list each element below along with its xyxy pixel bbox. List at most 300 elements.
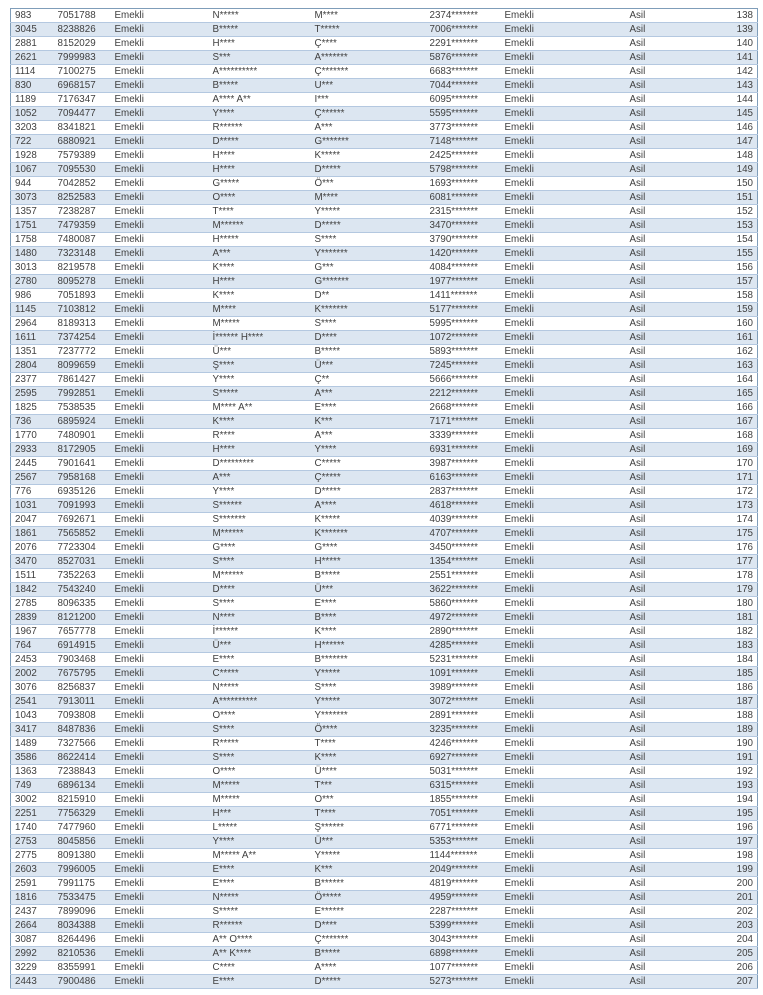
cell-status: Emekli bbox=[111, 37, 209, 51]
cell-masked-id-number: 3622******* bbox=[426, 583, 501, 597]
table-row bbox=[11, 947, 758, 961]
retiree-list-table bbox=[10, 8, 758, 989]
cell-status-repeat: Emekli bbox=[501, 51, 626, 65]
cell-membership-type: Asil bbox=[626, 149, 701, 163]
cell-masked-first-name: C**** bbox=[209, 961, 311, 975]
cell-seq-id: 1758 bbox=[11, 233, 54, 247]
cell-masked-last-name: A**** bbox=[311, 961, 426, 975]
cell-masked-id-number: 4246******* bbox=[426, 737, 501, 751]
table-row bbox=[11, 737, 758, 751]
cell-membership-type: Asil bbox=[626, 737, 701, 751]
cell-masked-last-name: Y***** bbox=[311, 667, 426, 681]
cell-status: Emekli bbox=[111, 443, 209, 457]
cell-seq-id: 1842 bbox=[11, 583, 54, 597]
cell-masked-first-name: A** O**** bbox=[209, 933, 311, 947]
cell-seq-id: 1114 bbox=[11, 65, 54, 79]
cell-membership-type: Asil bbox=[626, 275, 701, 289]
cell-masked-first-name: S**** bbox=[209, 723, 311, 737]
cell-masked-id-number: 7006******* bbox=[426, 23, 501, 37]
cell-status: Emekli bbox=[111, 947, 209, 961]
cell-membership-type: Asil bbox=[626, 849, 701, 863]
cell-status: Emekli bbox=[111, 723, 209, 737]
table-row bbox=[11, 359, 758, 373]
cell-status-repeat: Emekli bbox=[501, 919, 626, 933]
table-row bbox=[11, 975, 758, 989]
cell-masked-first-name: E**** bbox=[209, 877, 311, 891]
table-row bbox=[11, 485, 758, 499]
cell-masked-id-number: 6898******* bbox=[426, 947, 501, 961]
cell-status: Emekli bbox=[111, 569, 209, 583]
cell-registration-number: 7374254 bbox=[54, 331, 111, 345]
cell-masked-last-name: H****** bbox=[311, 639, 426, 653]
cell-status: Emekli bbox=[111, 961, 209, 975]
cell-masked-id-number: 1077******* bbox=[426, 961, 501, 975]
cell-row-number: 166 bbox=[701, 401, 758, 415]
cell-masked-last-name: Ç** bbox=[311, 373, 426, 387]
cell-membership-type: Asil bbox=[626, 653, 701, 667]
cell-membership-type: Asil bbox=[626, 723, 701, 737]
cell-row-number: 168 bbox=[701, 429, 758, 443]
cell-registration-number: 7538535 bbox=[54, 401, 111, 415]
cell-row-number: 192 bbox=[701, 765, 758, 779]
cell-registration-number: 8045856 bbox=[54, 835, 111, 849]
cell-masked-first-name: M****** bbox=[209, 527, 311, 541]
cell-status: Emekli bbox=[111, 457, 209, 471]
cell-status-repeat: Emekli bbox=[501, 835, 626, 849]
cell-masked-first-name: M****** bbox=[209, 219, 311, 233]
cell-status-repeat: Emekli bbox=[501, 751, 626, 765]
cell-masked-id-number: 2291******* bbox=[426, 37, 501, 51]
cell-masked-first-name: N***** bbox=[209, 891, 311, 905]
cell-status: Emekli bbox=[111, 471, 209, 485]
cell-row-number: 194 bbox=[701, 793, 758, 807]
cell-membership-type: Asil bbox=[626, 863, 701, 877]
table-row bbox=[11, 555, 758, 569]
cell-row-number: 199 bbox=[701, 863, 758, 877]
cell-seq-id: 1145 bbox=[11, 303, 54, 317]
cell-membership-type: Asil bbox=[626, 891, 701, 905]
cell-status: Emekli bbox=[111, 765, 209, 779]
table-row bbox=[11, 317, 758, 331]
cell-masked-last-name: D***** bbox=[311, 485, 426, 499]
cell-registration-number: 7692671 bbox=[54, 513, 111, 527]
cell-membership-type: Asil bbox=[626, 961, 701, 975]
cell-masked-last-name: S**** bbox=[311, 317, 426, 331]
cell-masked-first-name: R**** bbox=[209, 429, 311, 443]
cell-seq-id: 2567 bbox=[11, 471, 54, 485]
cell-status: Emekli bbox=[111, 555, 209, 569]
cell-masked-last-name: U*** bbox=[311, 79, 426, 93]
cell-masked-id-number: 6081******* bbox=[426, 191, 501, 205]
cell-masked-id-number: 5353******* bbox=[426, 835, 501, 849]
cell-registration-number: 7103812 bbox=[54, 303, 111, 317]
cell-row-number: 162 bbox=[701, 345, 758, 359]
cell-seq-id: 1357 bbox=[11, 205, 54, 219]
cell-masked-id-number: 5995******* bbox=[426, 317, 501, 331]
cell-status: Emekli bbox=[111, 485, 209, 499]
cell-membership-type: Asil bbox=[626, 191, 701, 205]
cell-row-number: 173 bbox=[701, 499, 758, 513]
cell-registration-number: 7477960 bbox=[54, 821, 111, 835]
cell-masked-first-name: İ****** bbox=[209, 625, 311, 639]
cell-row-number: 164 bbox=[701, 373, 758, 387]
cell-status-repeat: Emekli bbox=[501, 191, 626, 205]
cell-membership-type: Asil bbox=[626, 639, 701, 653]
cell-status-repeat: Emekli bbox=[501, 149, 626, 163]
cell-registration-number: 8238826 bbox=[54, 23, 111, 37]
cell-registration-number: 8527031 bbox=[54, 555, 111, 569]
cell-masked-id-number: 4972******* bbox=[426, 611, 501, 625]
cell-status: Emekli bbox=[111, 499, 209, 513]
cell-masked-first-name: Ü*** bbox=[209, 345, 311, 359]
cell-status-repeat: Emekli bbox=[501, 233, 626, 247]
cell-status-repeat: Emekli bbox=[501, 163, 626, 177]
cell-masked-last-name: A**** bbox=[311, 499, 426, 513]
cell-membership-type: Asil bbox=[626, 471, 701, 485]
cell-status: Emekli bbox=[111, 163, 209, 177]
cell-masked-id-number: 7148******* bbox=[426, 135, 501, 149]
table-row bbox=[11, 93, 758, 107]
table-row bbox=[11, 107, 758, 121]
cell-status: Emekli bbox=[111, 107, 209, 121]
table-row bbox=[11, 597, 758, 611]
cell-masked-id-number: 4285******* bbox=[426, 639, 501, 653]
cell-membership-type: Asil bbox=[626, 401, 701, 415]
cell-masked-last-name: A*** bbox=[311, 387, 426, 401]
cell-seq-id: 1052 bbox=[11, 107, 54, 121]
table-row bbox=[11, 331, 758, 345]
cell-status-repeat: Emekli bbox=[501, 639, 626, 653]
cell-status-repeat: Emekli bbox=[501, 499, 626, 513]
cell-masked-first-name: A*** bbox=[209, 471, 311, 485]
cell-status-repeat: Emekli bbox=[501, 961, 626, 975]
table-row bbox=[11, 303, 758, 317]
cell-masked-id-number: 5876******* bbox=[426, 51, 501, 65]
cell-status-repeat: Emekli bbox=[501, 107, 626, 121]
table-row bbox=[11, 821, 758, 835]
table-row bbox=[11, 135, 758, 149]
cell-registration-number: 6896134 bbox=[54, 779, 111, 793]
cell-membership-type: Asil bbox=[626, 65, 701, 79]
cell-row-number: 191 bbox=[701, 751, 758, 765]
cell-masked-last-name: Y***** bbox=[311, 695, 426, 709]
cell-masked-first-name: H**** bbox=[209, 149, 311, 163]
cell-status-repeat: Emekli bbox=[501, 373, 626, 387]
table-row bbox=[11, 835, 758, 849]
table-row bbox=[11, 471, 758, 485]
cell-seq-id: 1511 bbox=[11, 569, 54, 583]
cell-status: Emekli bbox=[111, 317, 209, 331]
cell-status: Emekli bbox=[111, 51, 209, 65]
cell-status-repeat: Emekli bbox=[501, 135, 626, 149]
cell-masked-id-number: 3989******* bbox=[426, 681, 501, 695]
cell-masked-id-number: 5860******* bbox=[426, 597, 501, 611]
cell-membership-type: Asil bbox=[626, 415, 701, 429]
cell-seq-id: 736 bbox=[11, 415, 54, 429]
cell-membership-type: Asil bbox=[626, 163, 701, 177]
cell-membership-type: Asil bbox=[626, 93, 701, 107]
cell-membership-type: Asil bbox=[626, 373, 701, 387]
cell-masked-first-name: Y**** bbox=[209, 373, 311, 387]
cell-status: Emekli bbox=[111, 513, 209, 527]
cell-seq-id: 2076 bbox=[11, 541, 54, 555]
cell-masked-id-number: 6315******* bbox=[426, 779, 501, 793]
cell-seq-id: 1928 bbox=[11, 149, 54, 163]
cell-registration-number: 7327566 bbox=[54, 737, 111, 751]
cell-status: Emekli bbox=[111, 807, 209, 821]
cell-masked-id-number: 1420******* bbox=[426, 247, 501, 261]
cell-masked-last-name: Y******* bbox=[311, 247, 426, 261]
cell-membership-type: Asil bbox=[626, 569, 701, 583]
cell-seq-id: 722 bbox=[11, 135, 54, 149]
table-row bbox=[11, 233, 758, 247]
cell-masked-last-name: K*** bbox=[311, 863, 426, 877]
cell-status: Emekli bbox=[111, 751, 209, 765]
cell-masked-id-number: 6927******* bbox=[426, 751, 501, 765]
table-row bbox=[11, 541, 758, 555]
cell-row-number: 156 bbox=[701, 261, 758, 275]
cell-seq-id: 3470 bbox=[11, 555, 54, 569]
cell-row-number: 184 bbox=[701, 653, 758, 667]
cell-status-repeat: Emekli bbox=[501, 583, 626, 597]
cell-status: Emekli bbox=[111, 541, 209, 555]
cell-seq-id: 2437 bbox=[11, 905, 54, 919]
cell-masked-id-number: 4084******* bbox=[426, 261, 501, 275]
cell-registration-number: 7095530 bbox=[54, 163, 111, 177]
cell-row-number: 158 bbox=[701, 289, 758, 303]
cell-masked-id-number: 1977******* bbox=[426, 275, 501, 289]
cell-masked-id-number: 2890******* bbox=[426, 625, 501, 639]
cell-seq-id: 1751 bbox=[11, 219, 54, 233]
cell-masked-id-number: 3235******* bbox=[426, 723, 501, 737]
cell-seq-id: 1611 bbox=[11, 331, 54, 345]
cell-seq-id: 3002 bbox=[11, 793, 54, 807]
cell-masked-last-name: Ü**** bbox=[311, 765, 426, 779]
cell-membership-type: Asil bbox=[626, 205, 701, 219]
cell-masked-last-name: T***** bbox=[311, 23, 426, 37]
cell-status-repeat: Emekli bbox=[501, 415, 626, 429]
cell-masked-last-name: Ö**** bbox=[311, 723, 426, 737]
cell-row-number: 151 bbox=[701, 191, 758, 205]
cell-masked-last-name: B***** bbox=[311, 947, 426, 961]
table-body bbox=[11, 9, 758, 989]
cell-registration-number: 8210536 bbox=[54, 947, 111, 961]
cell-row-number: 153 bbox=[701, 219, 758, 233]
cell-masked-id-number: 3072******* bbox=[426, 695, 501, 709]
cell-status: Emekli bbox=[111, 135, 209, 149]
cell-masked-first-name: M***** bbox=[209, 779, 311, 793]
cell-masked-last-name: Ç**** bbox=[311, 37, 426, 51]
cell-row-number: 147 bbox=[701, 135, 758, 149]
cell-masked-last-name: B******* bbox=[311, 653, 426, 667]
cell-seq-id: 1489 bbox=[11, 737, 54, 751]
cell-registration-number: 6935126 bbox=[54, 485, 111, 499]
cell-masked-first-name: D**** bbox=[209, 583, 311, 597]
cell-row-number: 183 bbox=[701, 639, 758, 653]
cell-masked-last-name: Y***** bbox=[311, 849, 426, 863]
cell-status: Emekli bbox=[111, 919, 209, 933]
cell-status-repeat: Emekli bbox=[501, 611, 626, 625]
cell-seq-id: 2603 bbox=[11, 863, 54, 877]
cell-masked-last-name: G******* bbox=[311, 135, 426, 149]
cell-status-repeat: Emekli bbox=[501, 653, 626, 667]
cell-membership-type: Asil bbox=[626, 793, 701, 807]
cell-status: Emekli bbox=[111, 415, 209, 429]
cell-registration-number: 8091380 bbox=[54, 849, 111, 863]
cell-masked-first-name: L***** bbox=[209, 821, 311, 835]
cell-status-repeat: Emekli bbox=[501, 947, 626, 961]
cell-registration-number: 7996005 bbox=[54, 863, 111, 877]
cell-masked-first-name: Y**** bbox=[209, 835, 311, 849]
cell-masked-last-name: D***** bbox=[311, 219, 426, 233]
table-row bbox=[11, 709, 758, 723]
cell-membership-type: Asil bbox=[626, 835, 701, 849]
cell-status: Emekli bbox=[111, 933, 209, 947]
cell-seq-id: 2591 bbox=[11, 877, 54, 891]
cell-status: Emekli bbox=[111, 9, 209, 23]
cell-seq-id: 2443 bbox=[11, 975, 54, 989]
cell-seq-id: 2933 bbox=[11, 443, 54, 457]
cell-masked-last-name: Y**** bbox=[311, 443, 426, 457]
cell-status-repeat: Emekli bbox=[501, 541, 626, 555]
cell-seq-id: 3087 bbox=[11, 933, 54, 947]
cell-status: Emekli bbox=[111, 345, 209, 359]
cell-seq-id: 2753 bbox=[11, 835, 54, 849]
cell-membership-type: Asil bbox=[626, 289, 701, 303]
cell-masked-last-name: G*** bbox=[311, 261, 426, 275]
cell-status-repeat: Emekli bbox=[501, 485, 626, 499]
cell-status-repeat: Emekli bbox=[501, 331, 626, 345]
table-row bbox=[11, 583, 758, 597]
cell-masked-id-number: 2374******* bbox=[426, 9, 501, 23]
cell-seq-id: 776 bbox=[11, 485, 54, 499]
cell-masked-id-number: 7051******* bbox=[426, 807, 501, 821]
cell-registration-number: 8252583 bbox=[54, 191, 111, 205]
cell-masked-first-name: B***** bbox=[209, 23, 311, 37]
cell-masked-first-name: M***** bbox=[209, 317, 311, 331]
cell-membership-type: Asil bbox=[626, 709, 701, 723]
cell-membership-type: Asil bbox=[626, 37, 701, 51]
cell-registration-number: 6880921 bbox=[54, 135, 111, 149]
cell-registration-number: 8341821 bbox=[54, 121, 111, 135]
table-row bbox=[11, 765, 758, 779]
cell-seq-id: 2839 bbox=[11, 611, 54, 625]
cell-row-number: 142 bbox=[701, 65, 758, 79]
cell-status-repeat: Emekli bbox=[501, 681, 626, 695]
cell-masked-first-name: K**** bbox=[209, 289, 311, 303]
cell-masked-last-name: Y******* bbox=[311, 709, 426, 723]
cell-row-number: 197 bbox=[701, 835, 758, 849]
cell-masked-id-number: 4819******* bbox=[426, 877, 501, 891]
cell-status-repeat: Emekli bbox=[501, 695, 626, 709]
cell-status-repeat: Emekli bbox=[501, 667, 626, 681]
cell-masked-id-number: 1091******* bbox=[426, 667, 501, 681]
cell-registration-number: 7756329 bbox=[54, 807, 111, 821]
cell-masked-first-name: A********** bbox=[209, 695, 311, 709]
cell-masked-id-number: 2837******* bbox=[426, 485, 501, 499]
cell-status-repeat: Emekli bbox=[501, 93, 626, 107]
cell-row-number: 159 bbox=[701, 303, 758, 317]
table-row bbox=[11, 891, 758, 905]
cell-masked-last-name: D***** bbox=[311, 163, 426, 177]
cell-status-repeat: Emekli bbox=[501, 23, 626, 37]
cell-status-repeat: Emekli bbox=[501, 723, 626, 737]
cell-registration-number: 7051893 bbox=[54, 289, 111, 303]
table-row bbox=[11, 527, 758, 541]
cell-membership-type: Asil bbox=[626, 541, 701, 555]
cell-masked-first-name: D********* bbox=[209, 457, 311, 471]
cell-masked-first-name: N**** bbox=[209, 611, 311, 625]
cell-status-repeat: Emekli bbox=[501, 863, 626, 877]
cell-registration-number: 8034388 bbox=[54, 919, 111, 933]
table-row bbox=[11, 177, 758, 191]
cell-masked-first-name: S**** bbox=[209, 555, 311, 569]
table-row bbox=[11, 275, 758, 289]
cell-registration-number: 8121200 bbox=[54, 611, 111, 625]
cell-masked-last-name: K**** bbox=[311, 625, 426, 639]
cell-status: Emekli bbox=[111, 233, 209, 247]
cell-row-number: 163 bbox=[701, 359, 758, 373]
cell-status-repeat: Emekli bbox=[501, 877, 626, 891]
cell-masked-id-number: 3043******* bbox=[426, 933, 501, 947]
cell-masked-id-number: 3773******* bbox=[426, 121, 501, 135]
cell-masked-first-name: A** K**** bbox=[209, 947, 311, 961]
cell-status-repeat: Emekli bbox=[501, 709, 626, 723]
table-row bbox=[11, 457, 758, 471]
cell-status-repeat: Emekli bbox=[501, 121, 626, 135]
table-row bbox=[11, 261, 758, 275]
cell-status: Emekli bbox=[111, 93, 209, 107]
cell-masked-id-number: 2315******* bbox=[426, 205, 501, 219]
cell-registration-number: 7900486 bbox=[54, 975, 111, 989]
cell-membership-type: Asil bbox=[626, 261, 701, 275]
cell-masked-id-number: 5177******* bbox=[426, 303, 501, 317]
cell-masked-first-name: R****** bbox=[209, 121, 311, 135]
cell-registration-number: 8152029 bbox=[54, 37, 111, 51]
cell-row-number: 193 bbox=[701, 779, 758, 793]
cell-registration-number: 7480087 bbox=[54, 233, 111, 247]
cell-masked-id-number: 1144******* bbox=[426, 849, 501, 863]
cell-masked-id-number: 2212******* bbox=[426, 387, 501, 401]
cell-masked-last-name: E**** bbox=[311, 401, 426, 415]
cell-masked-first-name: S**** bbox=[209, 597, 311, 611]
cell-status-repeat: Emekli bbox=[501, 79, 626, 93]
cell-masked-first-name: İ****** H**** bbox=[209, 331, 311, 345]
cell-membership-type: Asil bbox=[626, 387, 701, 401]
cell-masked-id-number: 2551******* bbox=[426, 569, 501, 583]
cell-masked-first-name: H**** bbox=[209, 37, 311, 51]
cell-registration-number: 7042852 bbox=[54, 177, 111, 191]
cell-row-number: 143 bbox=[701, 79, 758, 93]
cell-masked-id-number: 6163******* bbox=[426, 471, 501, 485]
cell-registration-number: 7861427 bbox=[54, 373, 111, 387]
table-row bbox=[11, 933, 758, 947]
cell-masked-first-name: S***** bbox=[209, 905, 311, 919]
table-row bbox=[11, 149, 758, 163]
table-row bbox=[11, 779, 758, 793]
cell-status: Emekli bbox=[111, 177, 209, 191]
cell-status: Emekli bbox=[111, 639, 209, 653]
cell-masked-first-name: B***** bbox=[209, 79, 311, 93]
cell-masked-last-name: B****** bbox=[311, 877, 426, 891]
cell-status-repeat: Emekli bbox=[501, 387, 626, 401]
cell-status: Emekli bbox=[111, 667, 209, 681]
cell-registration-number: 7958168 bbox=[54, 471, 111, 485]
cell-membership-type: Asil bbox=[626, 821, 701, 835]
cell-masked-id-number: 3790******* bbox=[426, 233, 501, 247]
cell-row-number: 152 bbox=[701, 205, 758, 219]
cell-status-repeat: Emekli bbox=[501, 345, 626, 359]
